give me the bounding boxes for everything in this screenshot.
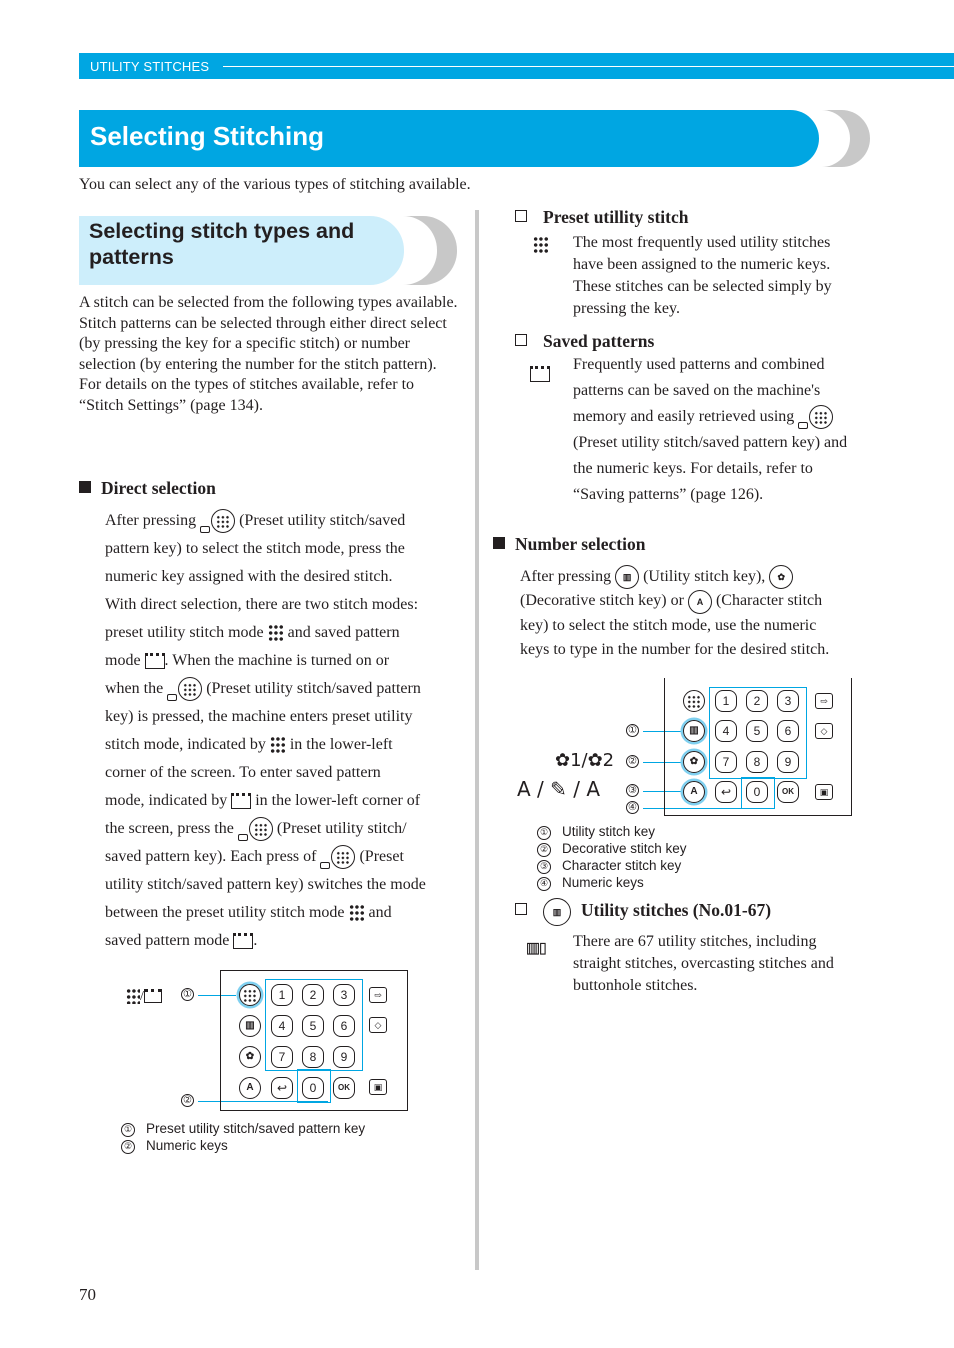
numeric-key-6[interactable]: 6 (333, 1015, 355, 1037)
text: key) is pressed, the machine enters preset utility (105, 708, 413, 725)
left-intro (79, 293, 459, 416)
preset-text (573, 232, 873, 320)
numeric-key-3[interactable]: 3 (777, 690, 799, 712)
caption-text: Utility stitch key (562, 824, 656, 839)
paragraph: For details on the types of stitches available, refer to “Stitch Settings” (page 134). (79, 376, 415, 414)
callout-1: ① (626, 724, 639, 737)
key-marker-icon (798, 422, 808, 429)
preset-key-icon (331, 845, 355, 869)
numeric-key-0[interactable]: 0 (302, 1077, 324, 1099)
text: (Preset (359, 848, 404, 865)
decorative-mode-icons: ✿1/✿2 (555, 750, 615, 771)
numeric-key-5[interactable]: 5 (746, 720, 768, 742)
utility-stitches-heading (515, 898, 771, 926)
preset-mode-icon (126, 988, 140, 1004)
numeric-key-9[interactable]: 9 (333, 1046, 355, 1068)
numeric-key-8[interactable]: 8 (746, 751, 768, 773)
utility-stitch-key-icon: ▥ (543, 898, 571, 926)
text: straight stitches, overcasting stitches and (573, 955, 834, 972)
character-stitch-key[interactable]: A (683, 781, 705, 803)
square-outline-bullet-icon (515, 334, 527, 346)
text: After pressing (520, 568, 612, 585)
subtitle: Selecting stitch types and patterns (89, 219, 355, 269)
preset-mode-icon (270, 736, 286, 754)
text: mode, indicated by (105, 792, 228, 809)
preset-mode-icon (268, 624, 284, 642)
number-selection-heading (493, 534, 645, 555)
text: memory and easily retrieved using (573, 408, 795, 425)
preset-heading (515, 207, 688, 228)
caption-number: ② (121, 1140, 135, 1154)
caption-text: Preset utility stitch/saved pattern key (146, 1121, 366, 1136)
ok-key[interactable]: OK (333, 1077, 355, 1099)
memory-key[interactable]: ⇨ (815, 693, 833, 709)
caption-number: ① (121, 1123, 135, 1137)
preset-key-icon (249, 817, 273, 841)
callout-4: ④ (626, 801, 639, 814)
square-outline-bullet-icon (515, 210, 527, 222)
control-panel-right (664, 678, 852, 816)
caption-text: Decorative stitch key (562, 841, 687, 856)
mirror-key[interactable]: ◇ (369, 1017, 387, 1033)
character-stitch-key-icon: A (688, 590, 712, 614)
heading-text: Direct selection (101, 478, 216, 498)
numeric-key-1[interactable]: 1 (715, 690, 737, 712)
saved-mode-icon (231, 793, 251, 809)
page-title: Selecting Stitching (90, 121, 325, 151)
text: With direct selection, there are two stitch modes: (105, 596, 419, 613)
text: pattern key) to select the stitch mode, press the (105, 540, 405, 557)
text: (Decorative stitch key) or (520, 592, 684, 610)
memory-key[interactable]: ⇨ (369, 987, 387, 1003)
decorative-stitch-key[interactable]: ✿ (683, 751, 705, 773)
callout-2: ② (626, 755, 639, 768)
caption-number: ③ (537, 860, 551, 874)
intro-text: You can select any of the various types of stitching available. (79, 176, 471, 193)
numeric-key-5[interactable]: 5 (302, 1015, 324, 1037)
text: in the lower-left (289, 736, 393, 753)
saved-mode-icon (145, 653, 165, 669)
caption-text: Character stitch key (562, 858, 682, 873)
text: the screen, press the (105, 820, 234, 837)
text: corner of the screen. To enter saved pattern (105, 764, 381, 781)
caption-number: ② (537, 843, 551, 857)
saved-text (573, 352, 883, 508)
text: and (368, 904, 392, 921)
text: in the lower-left corner of (255, 792, 421, 809)
text: utility stitch/saved pattern key) switches the mode (105, 876, 426, 893)
page-title-bar (79, 110, 819, 167)
text: between the preset utility stitch mode (105, 904, 345, 921)
text: After pressing (105, 512, 197, 529)
back-key[interactable]: ↩ (715, 781, 737, 803)
numeric-key-3[interactable]: 3 (333, 984, 355, 1006)
text: keys to type in the number for the desired stitch. (520, 640, 830, 658)
subtitle-box (79, 216, 404, 285)
section-header-band (79, 53, 954, 79)
heading-text: Utility stitches (No.01-67) (581, 900, 772, 921)
text: (Preset utility stitch/saved pattern (206, 680, 421, 697)
text: saved pattern key). Each press of (105, 848, 317, 865)
right-captions (537, 823, 687, 891)
text: when the (105, 680, 164, 697)
callout-2: ② (181, 1094, 194, 1107)
paragraph: Stitch patterns can be selected through either direct select (by pressing the key for a specific stitch) or number selection (by entering the number for the stitch pattern). (79, 314, 447, 373)
preset-key[interactable] (683, 690, 705, 712)
utility-stitches-text (573, 931, 883, 997)
text: These stitches can be selected simply by (573, 278, 832, 295)
mode-indicator-icons: / (126, 987, 162, 1005)
utility-stitch-key-icon: ▥ (615, 565, 639, 589)
numeric-key-6[interactable]: 6 (777, 720, 799, 742)
key-marker-icon (238, 834, 248, 841)
caption-text: Numeric keys (146, 1138, 228, 1153)
store-key[interactable]: ▣ (815, 784, 833, 800)
text: (Preset utility stitch/saved (239, 512, 406, 529)
character-stitch-key[interactable]: A (239, 1077, 261, 1099)
text: preset utility stitch mode (105, 624, 264, 641)
text: (Character stitch (715, 592, 823, 610)
header-rule (223, 66, 954, 67)
text: (Preset utility stitch/saved pattern key) and (573, 434, 848, 451)
text: the numeric keys. For details, refer to (573, 460, 813, 477)
text: numeric key assigned with the desired stitch. (105, 568, 393, 585)
paragraph: A stitch can be selected from the following types available. (79, 294, 458, 311)
preset-mode-icon (533, 236, 549, 254)
saved-heading (515, 331, 654, 352)
numeric-key-8[interactable]: 8 (302, 1046, 324, 1068)
numeric-key-9[interactable]: 9 (777, 751, 799, 773)
preset-key-icon (178, 677, 202, 701)
text: (Preset utility stitch/ (276, 820, 407, 837)
text: “Saving patterns” (page 126). (573, 486, 764, 503)
callout-1: ① (181, 988, 194, 1001)
saved-mode-icon (233, 933, 253, 949)
square-bullet-icon (79, 481, 91, 493)
callout-3: ③ (626, 784, 639, 797)
text: and saved pattern (287, 624, 400, 641)
preset-key[interactable] (239, 984, 261, 1006)
utility-stitch-icon: ▥▯ (527, 935, 548, 959)
text: pressing the key. (573, 300, 680, 317)
heading-text: Preset utillity stitch (543, 207, 689, 227)
text: Frequently used patterns and combined (573, 356, 825, 373)
text: stitch mode, indicated by (105, 736, 266, 753)
preset-key-icon (211, 509, 235, 533)
text: key) to select the stitch mode, use the numeric (520, 616, 817, 634)
decorative-stitch-key-icon: ✿ (769, 565, 793, 589)
numeric-key-7[interactable]: 7 (715, 751, 737, 773)
decorative-stitch-key[interactable]: ✿ (239, 1046, 261, 1068)
numeric-key-4[interactable]: 4 (715, 720, 737, 742)
text: There are 67 utility stitches, including (573, 933, 817, 950)
numeric-key-1[interactable]: 1 (271, 984, 293, 1006)
heading-text: Saved patterns (543, 331, 655, 351)
text: . (253, 932, 258, 949)
control-panel-left (220, 970, 408, 1111)
text: saved pattern mode (105, 932, 230, 949)
saved-mode-icon (530, 366, 550, 382)
direct-selection-text (105, 507, 465, 955)
preset-key-icon (809, 405, 833, 429)
key-marker-icon (200, 526, 210, 533)
text: patterns can be saved on the machine's (573, 382, 821, 399)
text: The most frequently used utility stitches (573, 234, 831, 251)
column-divider (475, 210, 479, 1270)
left-captions (121, 1120, 365, 1154)
preset-mode-icon (349, 904, 365, 922)
numeric-key-0[interactable]: 0 (746, 781, 768, 803)
number-selection-text (520, 565, 880, 662)
numeric-key-4[interactable]: 4 (271, 1015, 293, 1037)
text: . When the machine is turned on or (164, 652, 390, 669)
text: have been assigned to the numeric keys. (573, 256, 831, 273)
utility-stitch-key[interactable]: ▥ (239, 1015, 261, 1037)
text: buttonhole stitches. (573, 977, 698, 994)
page-number: 70 (79, 1285, 96, 1304)
utility-stitch-key[interactable]: ▥ (683, 720, 705, 742)
square-bullet-icon (493, 537, 505, 549)
numeric-key-2[interactable]: 2 (302, 984, 324, 1006)
direct-selection-heading (79, 478, 216, 499)
key-marker-icon (167, 694, 177, 701)
square-outline-bullet-icon (515, 903, 527, 915)
heading-text: Number selection (515, 534, 646, 554)
caption-text: Numeric keys (562, 875, 644, 890)
saved-mode-icon (144, 989, 162, 1003)
text: mode (105, 652, 141, 669)
store-key[interactable]: ▣ (369, 1079, 387, 1095)
caption-number: ④ (537, 877, 551, 891)
text: (Utility stitch key), (643, 568, 766, 585)
ok-key[interactable]: OK (777, 781, 799, 803)
back-key[interactable]: ↩ (271, 1077, 293, 1099)
character-mode-icons: A / ✎ / A (517, 777, 601, 801)
mirror-key[interactable]: ◇ (815, 723, 833, 739)
numeric-key-2[interactable]: 2 (746, 690, 768, 712)
numeric-key-7[interactable]: 7 (271, 1046, 293, 1068)
section-label: UTILITY STITCHES (90, 59, 210, 74)
key-marker-icon (320, 862, 330, 869)
caption-number: ① (537, 826, 551, 840)
